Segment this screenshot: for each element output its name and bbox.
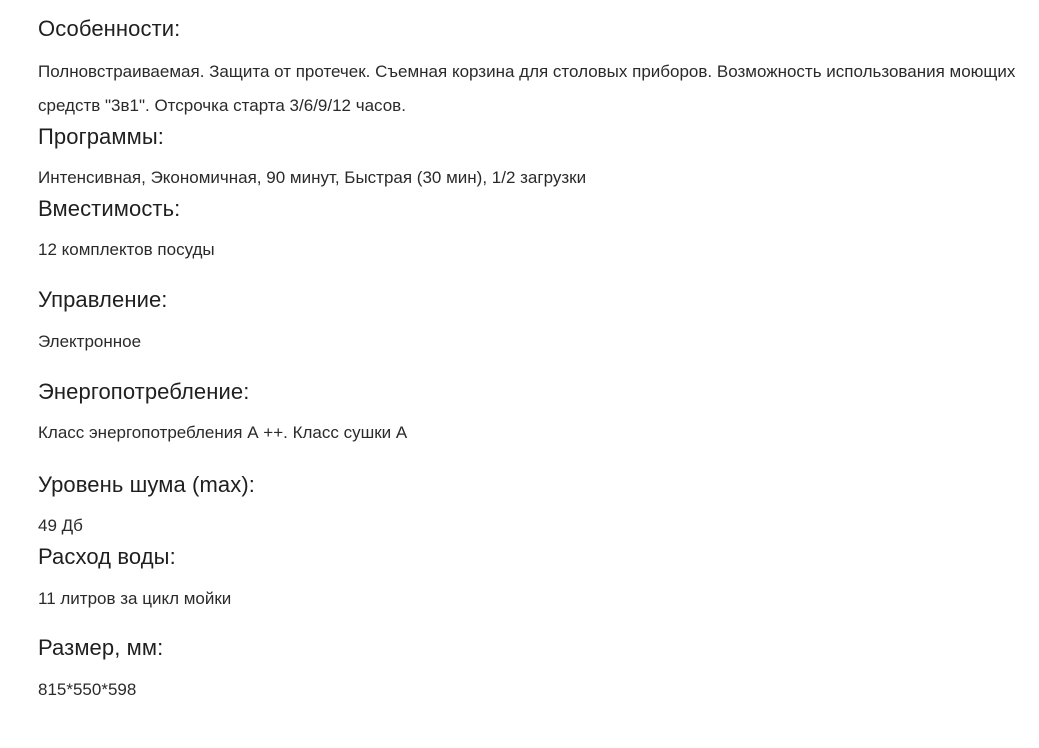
spec-title: Управление: <box>38 287 168 312</box>
spec-programs <box>38 122 1028 195</box>
spec-value: Электронное <box>38 332 142 351</box>
spec-title: Программы: <box>38 124 164 149</box>
spec-features <box>38 14 1028 123</box>
spec-size <box>38 633 1028 707</box>
spec-value: 815*550*598 <box>38 680 137 699</box>
spec-value: 12 комплектов посуды <box>38 240 215 259</box>
spec-title: Уровень шума (max): <box>38 472 255 497</box>
spec-value: 49 Дб <box>38 516 83 535</box>
spec-value: Интенсивная, Экономичная, 90 минут, Быстрая (30 мин), 1/2 загрузки <box>38 168 587 187</box>
spec-title: Энергопотребление: <box>38 379 250 404</box>
spec-capacity <box>38 194 1028 267</box>
spec-value: 11 литров за цикл мойки <box>38 589 232 608</box>
spec-title: Особенности: <box>38 16 181 41</box>
spec-water <box>38 542 1028 616</box>
spec-title: Расход воды: <box>38 544 176 569</box>
spec-title: Размер, мм: <box>38 635 164 660</box>
spec-title: Вместимость: <box>38 196 181 221</box>
spec-value: Полновстраиваемая. Защита от протечек. Съемная корзина для столовых приборов. Возможность использования моющих средств "3в1". Отсрочка старта 3/6/9/12 часов. <box>38 62 1016 115</box>
spec-control <box>38 285 1028 359</box>
spec-noise <box>38 470 1028 543</box>
spec-value: Класс энергопотребления А ++. Класс сушки А <box>38 423 408 442</box>
spec-energy <box>38 377 1028 450</box>
